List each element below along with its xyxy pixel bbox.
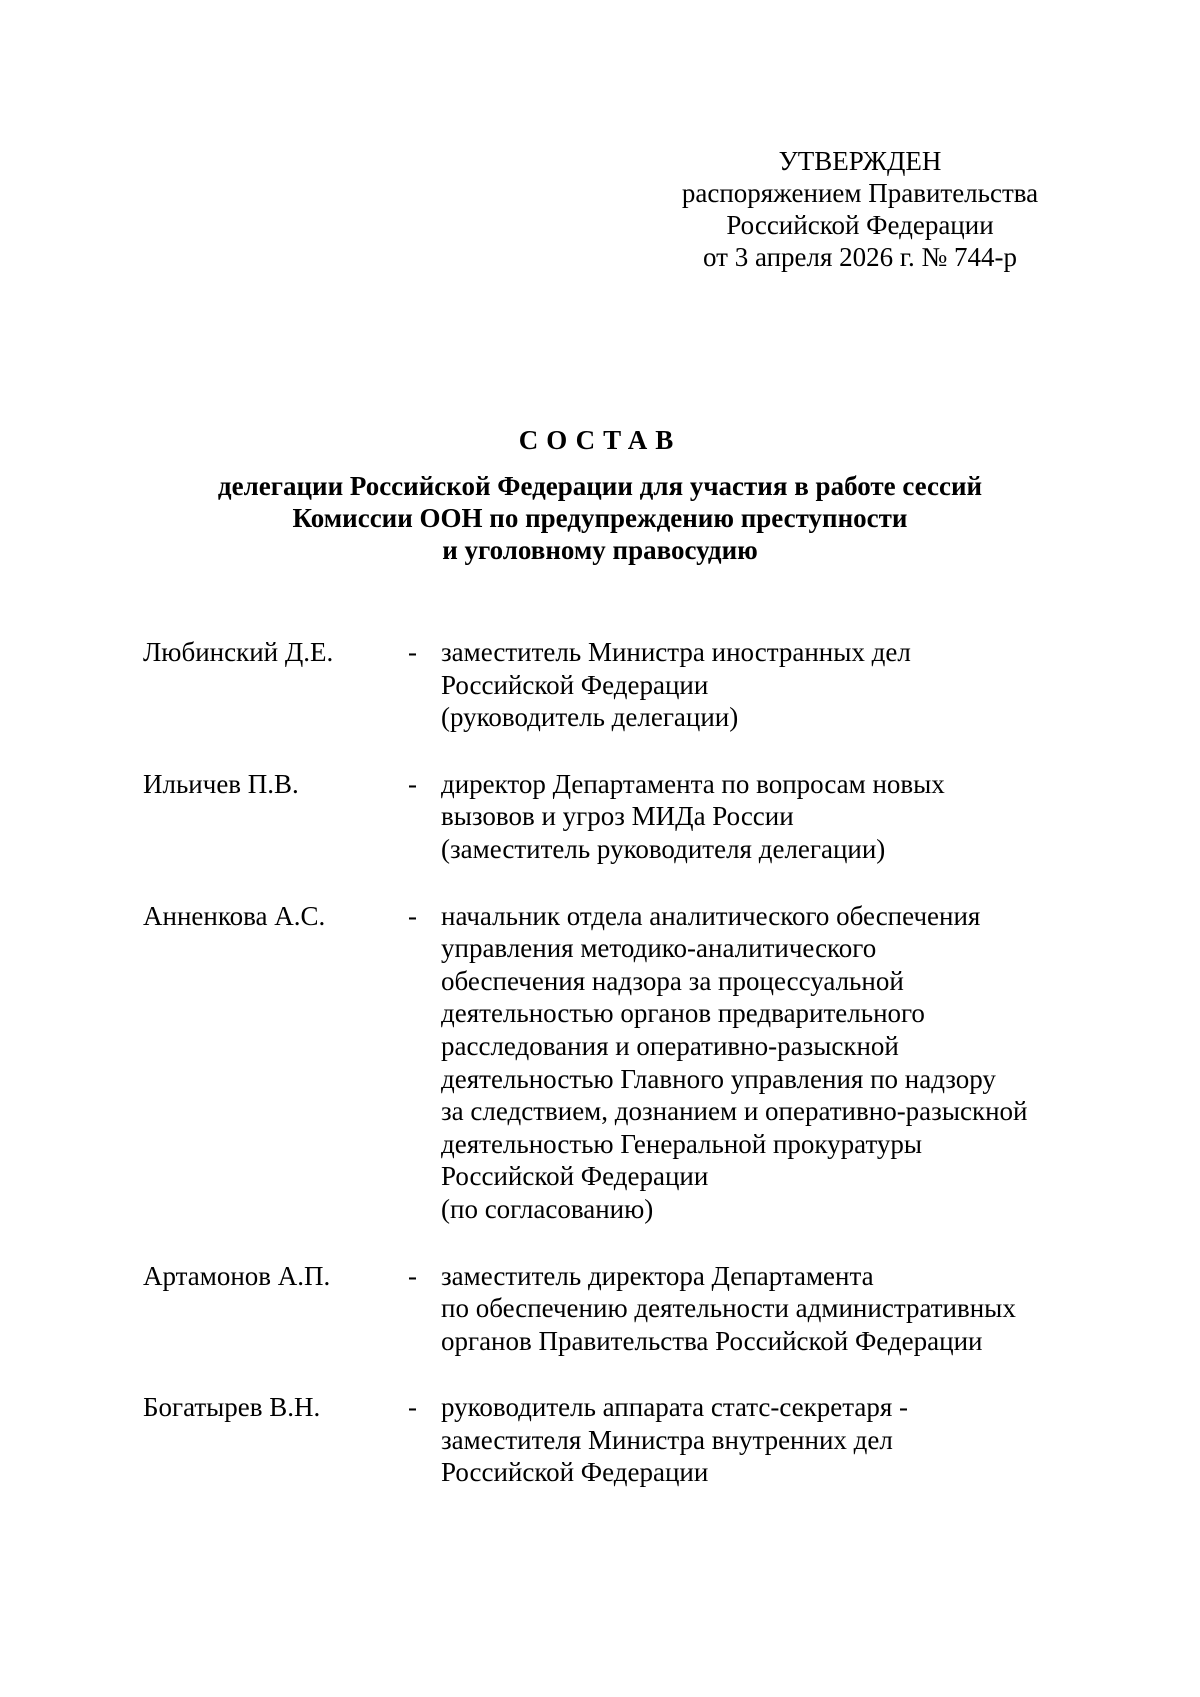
position-line: за следствием, дознанием и оперативно-разыскной — [441, 1096, 1028, 1127]
subtitle-line: Комиссии ООН по предупреждению преступности — [292, 503, 908, 533]
member-position — [441, 1391, 1143, 1489]
member-position — [441, 900, 1143, 1226]
position-line: (по согласованию) — [441, 1193, 654, 1224]
member-name: Анненкова А.С. — [143, 900, 326, 931]
approval-line: Российской Федерации — [726, 210, 994, 240]
position-line: заместитель директора Департамента — [441, 1260, 874, 1291]
subtitle-line: и уголовному правосудию — [442, 535, 758, 565]
position-line: руководитель аппарата статс-секретаря - — [441, 1392, 909, 1423]
member-entry — [143, 1391, 1143, 1489]
position-line: деятельностью Главного управления по надзору — [441, 1063, 996, 1094]
approved-label: УТВЕРЖДЕН — [778, 146, 942, 176]
position-line: Российской Федерации — [441, 1457, 709, 1488]
subtitle-line: делегации Российской Федерации для участия в работе сессий — [217, 471, 983, 501]
member-entry — [143, 636, 1143, 734]
member-dash: - — [408, 768, 417, 799]
approval-line: распоряжением Правительства — [681, 178, 1039, 208]
member-entry — [143, 768, 1143, 866]
approval-line: от 3 апреля 2026 г. № 744-р — [703, 242, 1017, 272]
document-subtitle — [0, 470, 1200, 566]
position-line: заместителя Министра внутренних дел — [441, 1424, 893, 1455]
position-line: управления методико-аналитического — [441, 933, 877, 964]
position-line: расследования и оперативно-разыскной — [441, 1030, 899, 1061]
position-line: заместитель Министра иностранных дел — [441, 637, 911, 667]
member-name: Артамонов А.П. — [143, 1260, 331, 1291]
member-dash: - — [408, 637, 417, 667]
member-dash: - — [408, 1260, 417, 1291]
member-position — [441, 636, 1143, 734]
member-position — [441, 1260, 1143, 1358]
position-line: по обеспечению деятельности административных — [441, 1293, 1016, 1324]
position-line: органов Правительства Российской Федерации — [441, 1325, 983, 1356]
position-line: обеспечения надзора за процессуальной — [441, 965, 904, 996]
position-line: (заместитель руководителя делегации) — [441, 833, 886, 864]
position-line: директор Департамента по вопросам новых — [441, 768, 945, 799]
approval-block — [640, 145, 1080, 273]
document-title: СОСТАВ — [518, 425, 682, 455]
member-name: Ильичев П.В. — [143, 768, 299, 799]
member-name: Любинский Д.Е. — [143, 637, 334, 667]
member-entry — [143, 1260, 1143, 1358]
member-dash: - — [408, 900, 417, 931]
position-line: Российской Федерации — [441, 669, 709, 700]
position-line: вызовов и угроз МИДа России — [441, 801, 794, 832]
member-position — [441, 768, 1143, 866]
position-line: деятельностью Генеральной прокуратуры — [441, 1128, 923, 1159]
member-entry — [143, 900, 1143, 1226]
position-line: начальник отдела аналитического обеспечения — [441, 900, 981, 931]
member-name: Богатырев В.Н. — [143, 1392, 321, 1423]
position-line: Российской Федерации — [441, 1161, 709, 1192]
member-dash: - — [408, 1392, 417, 1423]
position-line: деятельностью органов предварительного — [441, 998, 925, 1029]
position-line: (руководитель делегации) — [441, 702, 739, 733]
delegation-members-list — [143, 636, 1143, 1523]
